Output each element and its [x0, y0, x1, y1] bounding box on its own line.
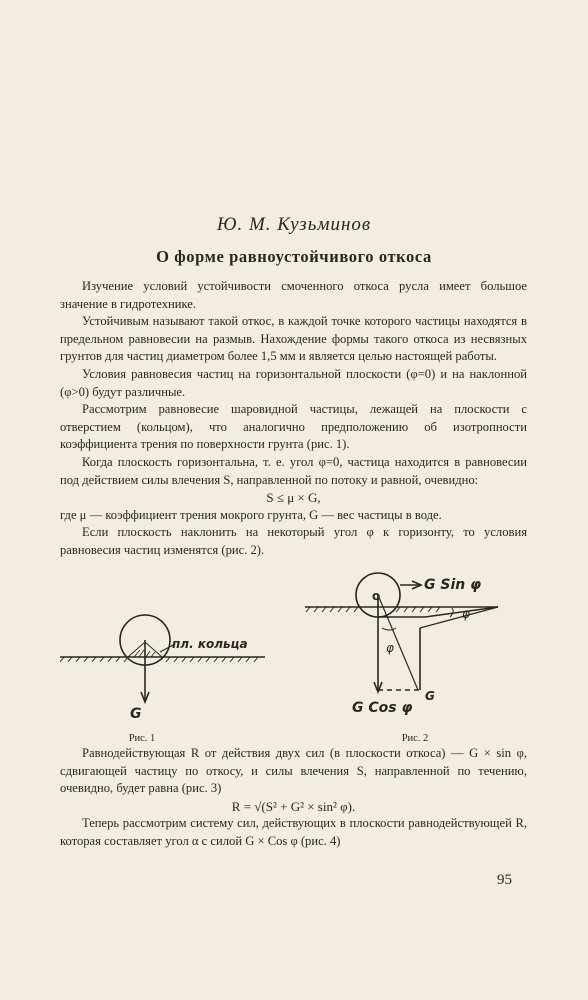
paragraph: где μ — коэффициент трения мокрого грунта, G — вес частицы в воде.	[60, 507, 442, 522]
figure-2-caption: Рис. 2	[401, 733, 429, 744]
figure-2	[300, 570, 510, 720]
weight-label: G	[130, 706, 142, 722]
paragraph: Теперь рассмотрим систему сил, действующих в плоскости равнодействующей R, которая составляет угол α с силой G × Cos φ (рис. 4)	[60, 816, 527, 848]
gcos-label: G Cos φ	[352, 700, 413, 716]
figure-1-caption: Рис. 1	[128, 733, 156, 744]
paragraph: Условия равновесия частиц на горизонтальной плоскости (φ=0) и на наклонной (φ>0) будут различные.	[60, 366, 527, 399]
slope-line	[420, 607, 498, 628]
angle-label: φ	[462, 607, 470, 621]
formula-friction: S ≤ μ × G,	[266, 490, 321, 506]
paragraph: Рассмотрим равновесие шаровидной частицы, лежащей на плоскости с отверстием (кольцом), что аналогично предположению об изотропности коэффициента трения по поверхности грунта (рис. 1).	[60, 402, 527, 452]
figure-1	[60, 600, 270, 735]
author-name: Ю. М. Кузьминов	[216, 214, 372, 235]
paragraph: Если плоскость наклонить на некоторый угол φ к горизонту, то условия равновесия частиц изменятся (рис. 2).	[60, 525, 527, 557]
paragraph: Когда плоскость горизонтальна, т. е. угол φ=0, частица находится в равновесии под действием силы влечения S, направленной по потоку и равной, очевидно:	[60, 454, 527, 487]
page-number: 95	[497, 872, 512, 888]
paragraph: Изучение условий устойчивости смоченного откоса русла имеет большое значение в гидротехнике.	[60, 279, 527, 311]
paragraph: Равнодействующая R от действия двух сил (в плоскости откоса) — G × sin φ, сдвигающей частицу по откосу, и силы влечения S, направленной по течению, очевидно, будет равна (рис. 3)	[60, 746, 527, 796]
paragraph: Устойчивым называют такой откос, в каждой точке которого частицы находятся в предельном равновесии на размыв. Нахождение формы такого откоса из несвязных грунтов для частиц диаметром более 1,5 мм и является целью настоящей работы.	[60, 314, 527, 364]
gsin-label: G Sin φ	[424, 577, 482, 593]
article-title: О форме равноустойчивого откоса	[156, 247, 432, 266]
angle-arc	[382, 628, 396, 630]
ring-label: пл. кольца	[172, 637, 248, 651]
body-text-top	[60, 278, 527, 560]
angle-arc	[450, 608, 453, 617]
formula-resultant: R = √(S² + G² × sin² φ).	[231, 798, 356, 814]
center-label: о	[372, 589, 381, 603]
angle-label-2: φ	[386, 641, 394, 655]
g-label: G	[425, 689, 435, 703]
body-text-bottom	[60, 745, 527, 851]
